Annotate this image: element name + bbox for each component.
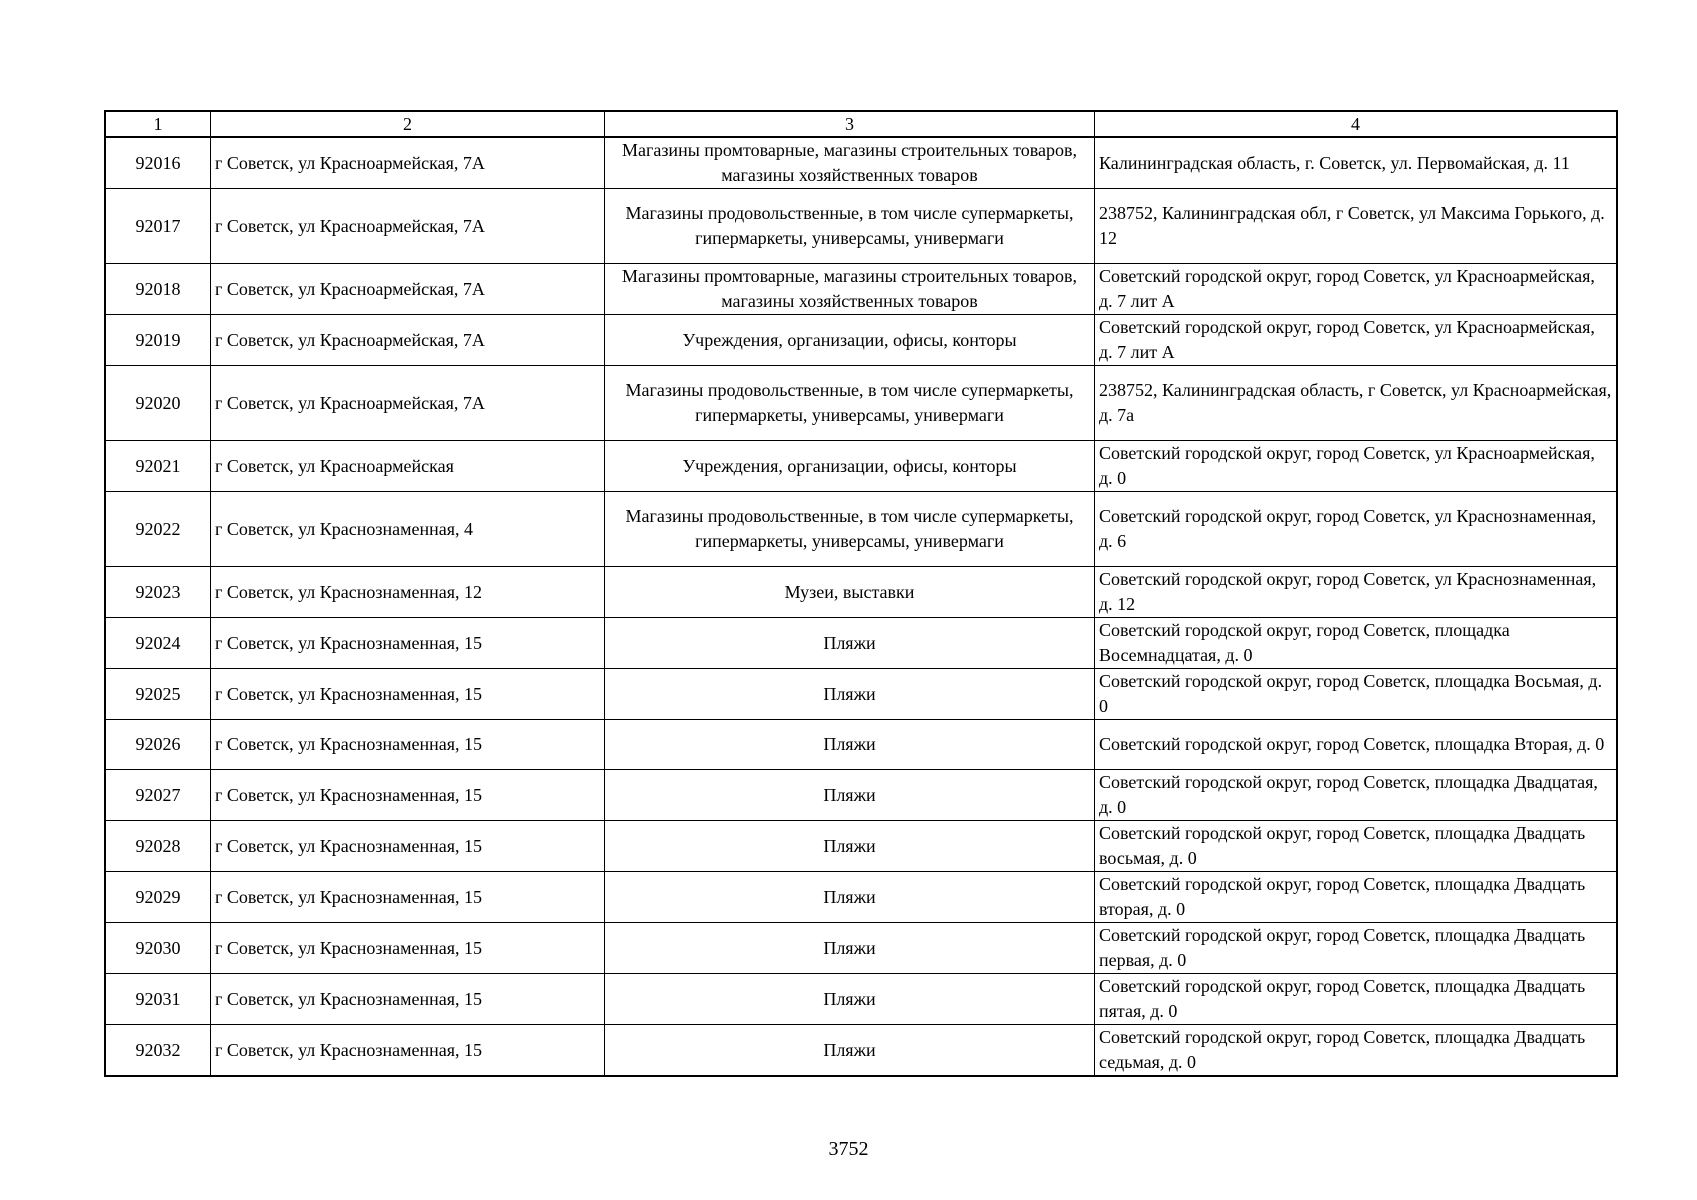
row-location: г Советск, ул Краснознаменная, 15: [211, 669, 605, 720]
row-id: 92028: [105, 821, 211, 872]
table-row: [105, 720, 1617, 770]
row-address: Советский городской округ, город Советск, площадка Двадцать седьмая, д. 0: [1095, 1025, 1618, 1077]
table-row: [105, 189, 1617, 264]
row-address: Советский городской округ, город Советск, площадка Двадцать вторая, д. 0: [1095, 872, 1618, 923]
row-location: г Советск, ул Красноармейская, 7А: [211, 189, 605, 264]
row-address: Советский городской округ, город Советск, ул Красноармейская, д. 7 лит А: [1095, 315, 1618, 366]
row-object-type: Пляжи: [605, 872, 1095, 923]
header-row: [105, 111, 1617, 137]
row-id: 92031: [105, 974, 211, 1025]
row-address: Советский городской округ, город Советск, площадка Вторая, д. 0: [1095, 720, 1618, 770]
row-location: г Советск, ул Красноармейская, 7А: [211, 315, 605, 366]
registry-table: [104, 110, 1618, 1077]
row-location: г Советск, ул Красноармейская, 7А: [211, 264, 605, 315]
row-location: г Советск, ул Краснознаменная, 12: [211, 567, 605, 618]
row-address: Калининградская область, г. Советск, ул. Первомайская, д. 11: [1095, 137, 1618, 189]
row-id: 92027: [105, 770, 211, 821]
row-id: 92017: [105, 189, 211, 264]
row-location: г Советск, ул Краснознаменная, 15: [211, 1025, 605, 1077]
table-row: [105, 567, 1617, 618]
row-id: 92018: [105, 264, 211, 315]
row-object-type: Учреждения, организации, офисы, конторы: [605, 441, 1095, 492]
table-row: [105, 923, 1617, 974]
row-address: Советский городской округ, город Советск, площадка Двадцать первая, д. 0: [1095, 923, 1618, 974]
row-object-type: Магазины продовольственные, в том числе супермаркеты, гипермаркеты, универсамы, универмаги: [605, 366, 1095, 441]
row-id: 92021: [105, 441, 211, 492]
table-row: [105, 315, 1617, 366]
row-object-type: Магазины промтоварные, магазины строительных товаров, магазины хозяйственных товаров: [605, 137, 1095, 189]
row-location: г Советск, ул Краснознаменная, 15: [211, 821, 605, 872]
row-address: Советский городской округ, город Советск, ул Краснознаменная, д. 12: [1095, 567, 1618, 618]
row-object-type: Пляжи: [605, 923, 1095, 974]
row-id: 92024: [105, 618, 211, 669]
row-id: 92023: [105, 567, 211, 618]
row-object-type: Пляжи: [605, 669, 1095, 720]
row-id: 92019: [105, 315, 211, 366]
table-body: [105, 137, 1617, 1076]
table-row: [105, 618, 1617, 669]
row-object-type: Музеи, выставки: [605, 567, 1095, 618]
row-object-type: Пляжи: [605, 720, 1095, 770]
row-address: Советский городской округ, город Советск, ул Красноармейская, д. 0: [1095, 441, 1618, 492]
row-address: Советский городской округ, город Советск, площадка Двадцать пятая, д. 0: [1095, 974, 1618, 1025]
row-object-type: Пляжи: [605, 821, 1095, 872]
row-location: г Советск, ул Краснознаменная, 15: [211, 618, 605, 669]
row-object-type: Магазины продовольственные, в том числе супермаркеты, гипермаркеты, универсамы, универмаги: [605, 492, 1095, 567]
table-row: [105, 264, 1617, 315]
header-col-3: 3: [605, 111, 1095, 137]
table-row: [105, 821, 1617, 872]
table-row: [105, 1025, 1617, 1077]
table-row: [105, 492, 1617, 567]
row-id: 92026: [105, 720, 211, 770]
row-id: 92016: [105, 137, 211, 189]
row-location: г Советск, ул Краснознаменная, 15: [211, 923, 605, 974]
row-location: г Советск, ул Красноармейская: [211, 441, 605, 492]
row-id: 92032: [105, 1025, 211, 1077]
row-location: г Советск, ул Краснознаменная, 15: [211, 974, 605, 1025]
table-row: [105, 669, 1617, 720]
table-row: [105, 872, 1617, 923]
row-address: Советский городской округ, город Советск, площадка Восьмая, д. 0: [1095, 669, 1618, 720]
row-address: Советский городской округ, город Советск, ул Краснознаменная, д. 6: [1095, 492, 1618, 567]
header-col-4: 4: [1095, 111, 1618, 137]
row-location: г Советск, ул Красноармейская, 7А: [211, 366, 605, 441]
row-id: 92020: [105, 366, 211, 441]
row-object-type: Магазины продовольственные, в том числе супермаркеты, гипермаркеты, универсамы, универмаги: [605, 189, 1095, 264]
row-location: г Советск, ул Краснознаменная, 4: [211, 492, 605, 567]
row-id: 92025: [105, 669, 211, 720]
row-address: Советский городской округ, город Советск, площадка Восемнадцатая, д. 0: [1095, 618, 1618, 669]
table-row: [105, 137, 1617, 189]
row-address: Советский городской округ, город Советск, площадка Двадцатая, д. 0: [1095, 770, 1618, 821]
row-object-type: Пляжи: [605, 618, 1095, 669]
table-header: [105, 111, 1617, 137]
row-object-type: Пляжи: [605, 1025, 1095, 1077]
table-row: [105, 366, 1617, 441]
row-object-type: Учреждения, организации, офисы, конторы: [605, 315, 1095, 366]
table-row: [105, 770, 1617, 821]
row-address: 238752, Калининградская область, г Советск, ул Красноармейская, д. 7а: [1095, 366, 1618, 441]
row-location: г Советск, ул Краснознаменная, 15: [211, 872, 605, 923]
table-row: [105, 974, 1617, 1025]
row-id: 92029: [105, 872, 211, 923]
row-object-type: Магазины промтоварные, магазины строительных товаров, магазины хозяйственных товаров: [605, 264, 1095, 315]
header-col-1: 1: [105, 111, 211, 137]
row-id: 92022: [105, 492, 211, 567]
row-location: г Советск, ул Красноармейская, 7А: [211, 137, 605, 189]
row-object-type: Пляжи: [605, 974, 1095, 1025]
row-address: Советский городской округ, город Советск, площадка Двадцать восьмая, д. 0: [1095, 821, 1618, 872]
page-number: 3752: [828, 1138, 869, 1160]
header-col-2: 2: [211, 111, 605, 137]
row-id: 92030: [105, 923, 211, 974]
row-address: Советский городской округ, город Советск, ул Красноармейская, д. 7 лит А: [1095, 264, 1618, 315]
row-location: г Советск, ул Краснознаменная, 15: [211, 720, 605, 770]
row-object-type: Пляжи: [605, 770, 1095, 821]
row-location: г Советск, ул Краснознаменная, 15: [211, 770, 605, 821]
row-address: 238752, Калининградская обл, г Советск, ул Максима Горького, д. 12: [1095, 189, 1618, 264]
table-row: [105, 441, 1617, 492]
